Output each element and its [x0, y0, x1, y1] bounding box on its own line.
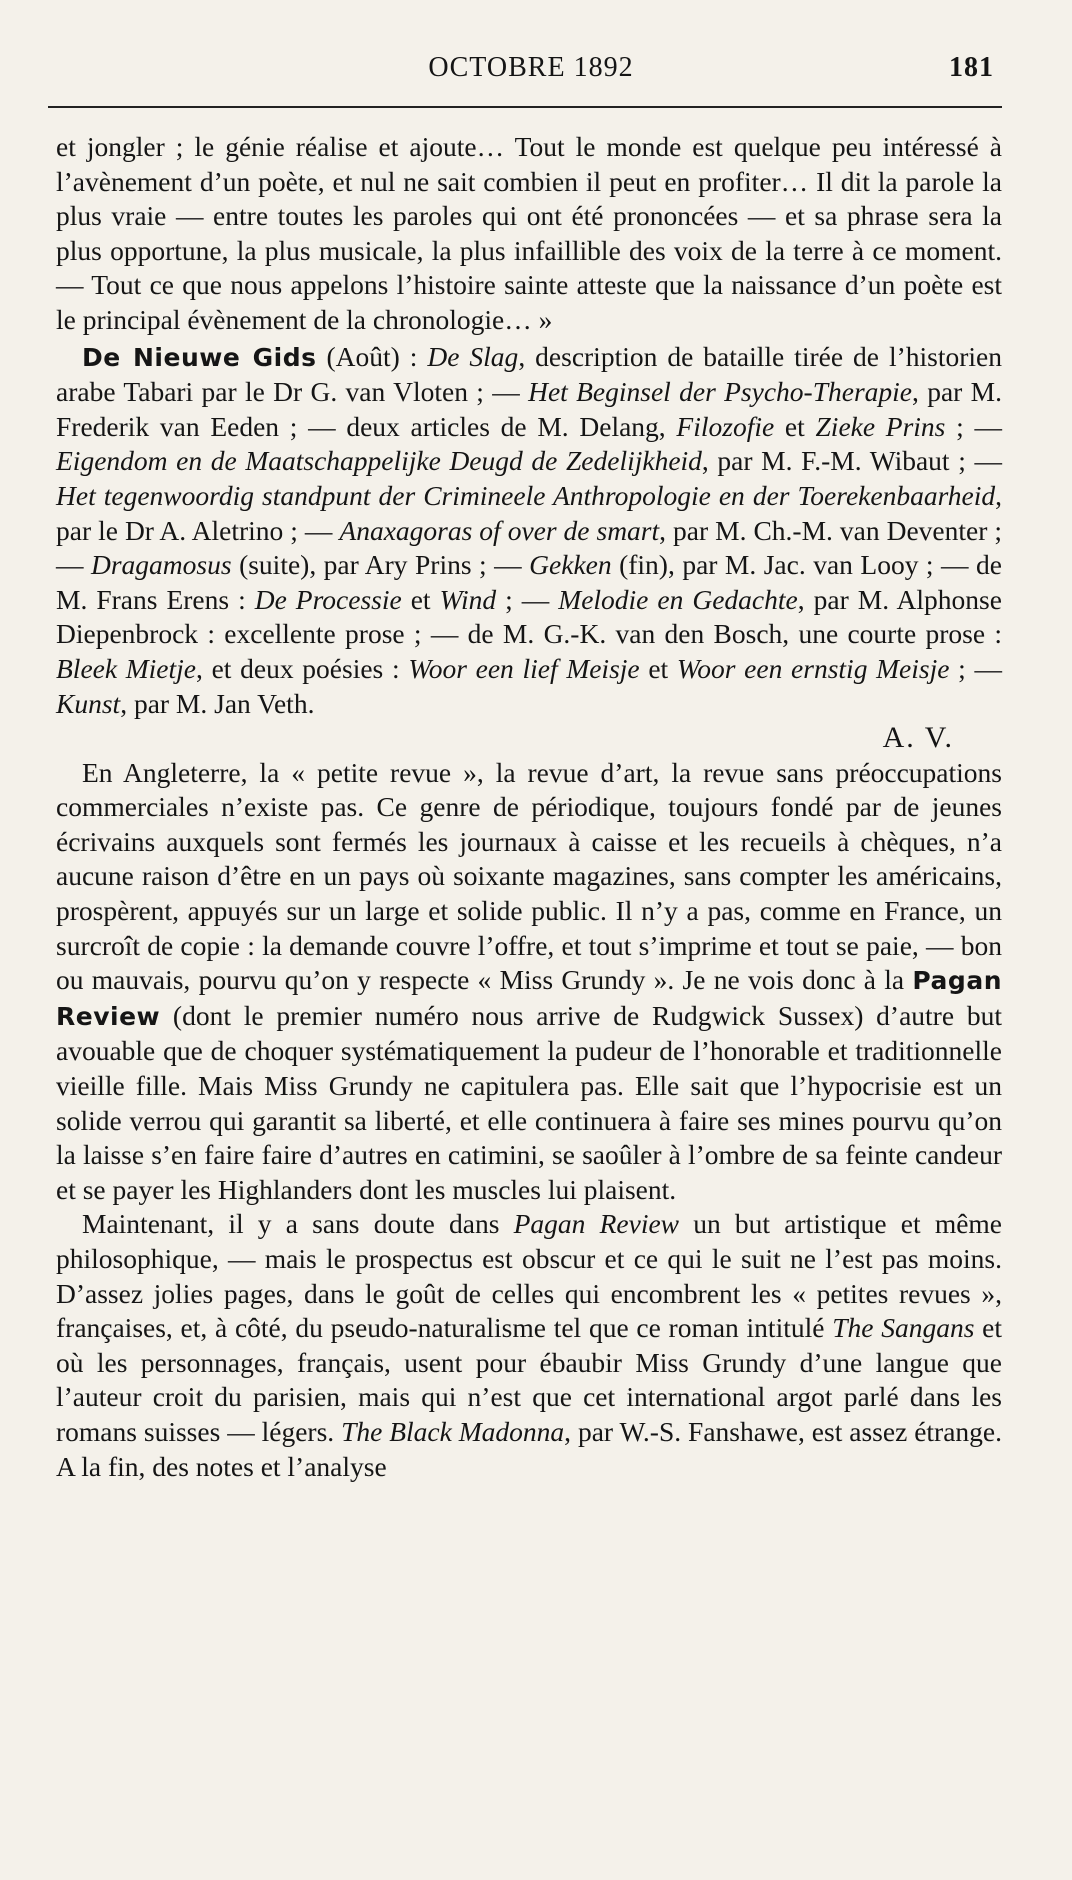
running-title: OCTOBRE 1892: [428, 52, 634, 83]
text-run: (dont le premier numéro nous arrive de Rudgwick Sussex) d’autre but avouable que de choquer systématiquement la pudeur de l’honorable et traditionnelle vieille fille. Mais Miss Grundy ne capitulera pas. Elle sait que l’hypocrisie est un solide verrou qui garantit sa liberté, et elle continuera à faire ses mines pourvu qu’on la laisse s’en faire faire d’autres en catimini, se saoûler à l’ombre de sa feinte candeur et se payer les Highlanders dont les muscles lui plaisent.: [56, 999, 1002, 1205]
text-run: , par W.-S. Fanshawe, est assez étrange. A la fin, des notes et l’analyse: [56, 1415, 1002, 1482]
text-run: ; —: [945, 410, 1002, 442]
paragraph-angleterre: [56, 756, 1002, 1208]
italic-title: Het tegenwoordig standpunt der Crimineele Anthropologie en der Toerekenbaarheid: [56, 479, 996, 511]
italic-title: Dragamosus: [91, 549, 232, 581]
italic-title: Eigendom en de Maatschappelijke Deugd de Zedelijkheid: [56, 445, 702, 477]
text-run: , description de bataille tirée de l’historien arabe Tabari par le Dr G. van Vloten ; —: [56, 340, 1002, 408]
italic-title: De Processie: [254, 583, 402, 615]
italic-title: Pagan Review: [513, 1208, 680, 1240]
italic-title: Wind: [439, 583, 497, 615]
text-run: et: [401, 583, 440, 615]
paragraph-maintenant: [56, 1207, 1002, 1484]
text-run: , par M. Jan Veth.: [120, 687, 315, 719]
header-rule: [48, 106, 1002, 108]
journal-month: (Août) :: [316, 340, 428, 372]
italic-title: The Sangans: [832, 1312, 975, 1344]
italic-title: Melodie en Gedachte: [558, 583, 798, 615]
italic-title: Woor een ernstig Meisje: [676, 652, 950, 684]
text-run: (suite), par Ary Prins ; —: [231, 549, 530, 581]
text-run: et où les personnages, français, usent pour ébaubir Miss Grundy d’une langue que l’auteur croit du parisien, mais qui n’est que cet international argot parlé dans les romans suisses — légers.: [56, 1312, 1002, 1447]
italic-title: De Slag: [427, 340, 519, 372]
italic-title: Kunst: [56, 687, 121, 719]
text-run: En Angleterre, la « petite revue », la revue d’art, la revue sans préoccupations commerciales n’existe pas. Ce genre de périodique, toujours fondé par de jeunes écrivains auxquels sont fermés les journaux à caisse et les recueils à chèques, n’a aucune raison d’être en un pays où soixante magazines, sans compter les américains, prospèrent, appuyés sur un large et solide public. Il n’y a pas, comme en France, un surcroît de copie : la demande couvre l’offre, et tout s’imprime et tout se paie, — bon ou mauvais, pourvu qu’on y respecte « Miss Grundy ». Je ne vois donc à la: [56, 756, 1002, 996]
text-run: Maintenant, il y a sans doute dans: [82, 1208, 514, 1240]
text-run: , par le Dr A. Aletrino ; —: [56, 479, 1002, 546]
page-body: [56, 130, 1002, 1484]
text-run: , par M. Alphonse Diepenbrock : excellente prose ; — de M. G.-K. van den Bosch, une courte prose :: [56, 583, 1002, 650]
italic-title: Bleek Mietje: [56, 652, 197, 684]
italic-title: Gekken: [529, 549, 612, 581]
text-run: , par M. F.-M. Wibaut ; —: [701, 445, 1002, 477]
text-run: et: [774, 410, 816, 442]
italic-title: The Black Madonna: [341, 1415, 565, 1447]
text-run: et: [639, 652, 677, 684]
italic-title: Het Beginsel der Psycho-Therapie: [528, 376, 912, 408]
signature: A. V.: [882, 721, 954, 755]
page-number: 181: [949, 52, 994, 83]
text-run: (fin), par M. Jac. van Looy ; — de M. Frans Erens :: [56, 549, 1003, 615]
text-run: , par M. Frederik van Eeden ; — deux articles de M. Delang,: [56, 376, 1002, 442]
paragraph-nieuwe-gids: [56, 340, 1002, 722]
journal-title: Pagan Review: [56, 966, 1002, 1031]
text-run: , par M. Ch.-M. van Deventer ; —: [56, 514, 1002, 581]
journal-title: De Nieuwe Gids: [82, 342, 317, 372]
text-run: ; —: [496, 583, 559, 615]
text-run: un but artistique et même philosophique, — mais le prospectus est obscur et ce qui le suit ne l’est pas moins. D’assez jolies pages, dans le goût de celles qui encombrent les « petites revues », françaises, et, à côté, du pseudo-naturalisme tel que ce roman intitulé: [56, 1208, 1003, 1344]
italic-title: Filozofie: [676, 410, 775, 442]
journal-contents: [56, 341, 1002, 719]
text-run: ; —: [949, 652, 1003, 684]
page-header: [62, 52, 1000, 92]
italic-title: Anaxagoras of over de smart: [339, 514, 660, 546]
italic-title: Woor een lief Meisje: [408, 652, 640, 684]
text-run: , et deux poésies :: [196, 652, 409, 684]
italic-title: Zieke Prins: [815, 410, 946, 442]
paragraph-quote-end: et jongler ; le génie réalise et ajoute… Tout le monde est quelque peu intéressé à l’avènement d’un poète, et nul ne sait combien il peut en profiter… Il dit la parole la plus vraie — entre toutes les paroles qui ont été prononcées — et sa phrase sera la plus opportune, la plus musicale, la plus infaillible des voix de la terre à ce moment. — Tout ce que nous appelons l’histoire sainte atteste que la naissance d’un poète est le principal évènement de la chronologie… »: [56, 131, 1002, 335]
